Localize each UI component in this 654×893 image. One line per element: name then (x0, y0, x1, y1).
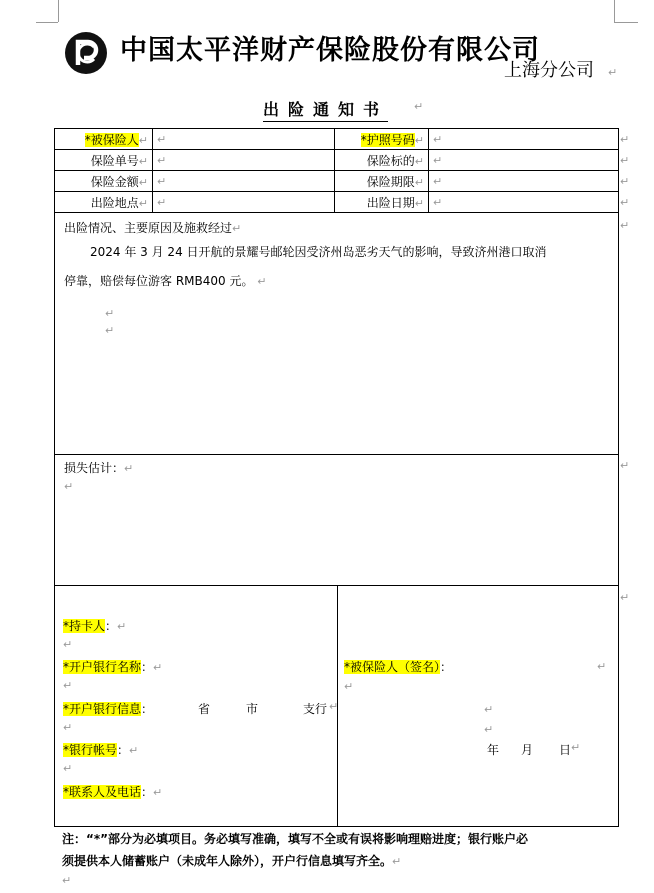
row-end-mark: ↵ (620, 459, 630, 472)
year-label: 年 (487, 743, 500, 757)
footer-note: 注：“*”部分为必填项目。务必填写准确，填写不全或有误将影响理赔进度；银行账户必 须提供本人储蓄账户（未成年人除外），开户行信息填写齐全。↵ (62, 828, 618, 873)
signature-date[interactable]: 年 月 日 ↵ (487, 741, 581, 757)
row-end-mark: ↵ (620, 219, 630, 232)
row-end-mark: ↵ (620, 591, 630, 604)
footer-note-line2: 须提供本人储蓄账户（未成年人除外），开户行信息填写齐全。 (62, 854, 393, 868)
contact-field[interactable]: *联系人及电话：↵ (63, 785, 163, 799)
amount-label: 保险金额 (90, 174, 139, 189)
city-label: 市 (246, 702, 259, 716)
policy-no-value-cell[interactable]: ↵ (153, 150, 335, 171)
insured-label: *被保险人 (84, 132, 139, 147)
period-value-cell[interactable]: ↵ (429, 171, 619, 192)
paragraph-mark: ↵ (63, 679, 73, 692)
paragraph-mark: ↵ (414, 100, 424, 113)
incident-section[interactable]: 出险情况、主要原因及施救经过↵ 2024 年 3 月 24 日开航的景耀号邮轮因受济州岛恶劣天气的影响，导致济州港口取消 停靠，赔偿每位游客 RMB400 元。 ↵ ↵ ↵ (54, 212, 619, 455)
insured-value-cell[interactable]: ↵ (153, 129, 335, 150)
account-label: *银行帐号 (63, 743, 118, 757)
row-end-mark: ↵ (620, 196, 630, 209)
paragraph-mark: ↵ (63, 721, 73, 734)
policy-no-label: 保险单号 (90, 153, 139, 168)
paragraph-mark: ↵ (105, 324, 115, 337)
location-label: 出险地点 (90, 195, 139, 210)
insured-sign-label: *被保险人（签名） (344, 660, 441, 674)
bank-name-field[interactable]: *开户银行名称：↵ (63, 660, 163, 674)
incident-heading: 出险情况、主要原因及施救经过 (64, 221, 233, 235)
bank-info-label: *开户银行信息 (63, 702, 142, 716)
info-table: *被保险人↵ ↵ *护照号码↵ ↵ 保险单号↵ ↵ 保险标的↵ ↵ 保险金额↵ ↵ 保险期限↵ ↵ 出险地点↵ ↵ 出险日期↵ ↵ (54, 128, 619, 213)
cardholder-field[interactable]: *持卡人：↵ (63, 619, 127, 633)
footer-note-line1: 注：“*”部分为必填项目。务必填写准确，填写不全或有误将影响理赔进度；银行账户必 (62, 832, 529, 846)
passport-value-cell[interactable]: ↵ (429, 129, 619, 150)
branch-name: 上海分公司 (504, 60, 594, 81)
document-title: 出险通知书 (263, 97, 388, 122)
company-name: 中国太平洋财产保险股份有限公司 (120, 35, 540, 66)
crop-mark-top-right (614, 0, 615, 22)
subject-value-cell[interactable]: ↵ (429, 150, 619, 171)
paragraph-mark: ↵ (484, 723, 494, 736)
cpic-logo-icon (63, 30, 109, 76)
crop-mark-top-left (58, 0, 59, 22)
incident-description-line2: 停靠，赔偿每位游客 RMB400 元。 (64, 274, 254, 288)
loss-heading: 损失估计： (64, 461, 125, 475)
date-value-cell[interactable]: ↵ (429, 192, 619, 213)
paragraph-mark: ↵ (484, 703, 494, 716)
crop-mark-top-right-h (614, 22, 638, 23)
period-label: 保险期限 (366, 174, 415, 189)
paragraph-mark: ↵ (597, 660, 607, 673)
row-end-mark: ↵ (620, 175, 630, 188)
paragraph-mark: ↵ (64, 480, 74, 493)
crop-mark-top-left-h (36, 22, 58, 23)
insured-signature-field[interactable]: *被保险人（签名）： (344, 660, 453, 674)
amount-value-cell[interactable]: ↵ (153, 171, 335, 192)
day-label: 日 (559, 743, 572, 757)
subject-label: 保险标的 (366, 153, 415, 168)
paragraph-mark: ↵ (62, 874, 72, 887)
bank-info-field[interactable]: *开户银行信息： 省 市 支行 ↵ (63, 700, 339, 716)
passport-label: *护照号码 (360, 132, 415, 147)
row-end-mark: ↵ (620, 133, 630, 146)
cardholder-label: *持卡人 (63, 619, 106, 633)
province-label: 省 (198, 702, 211, 716)
account-field[interactable]: *银行帐号：↵ (63, 743, 139, 757)
paragraph-mark: ↵ (105, 307, 115, 320)
incident-description-line1: 2024 年 3 月 24 日开航的景耀号邮轮因受济州岛恶劣天气的影响，导致济州港口取消 (90, 245, 547, 259)
paragraph-mark: ↵ (608, 66, 618, 79)
paragraph-mark: ↵ (63, 638, 73, 651)
row-end-mark: ↵ (620, 154, 630, 167)
paragraph-mark: ↵ (63, 762, 73, 775)
month-label: 月 (521, 743, 534, 757)
contact-label: *联系人及电话 (63, 785, 142, 799)
loss-section[interactable]: 损失估计：↵ ↵ (54, 454, 619, 586)
branch-label: 支行 (303, 702, 328, 716)
location-value-cell[interactable]: ↵ (153, 192, 335, 213)
date-label: 出险日期 (366, 195, 415, 210)
bank-name-label: *开户银行名称 (63, 660, 142, 674)
paragraph-mark: ↵ (344, 680, 354, 693)
